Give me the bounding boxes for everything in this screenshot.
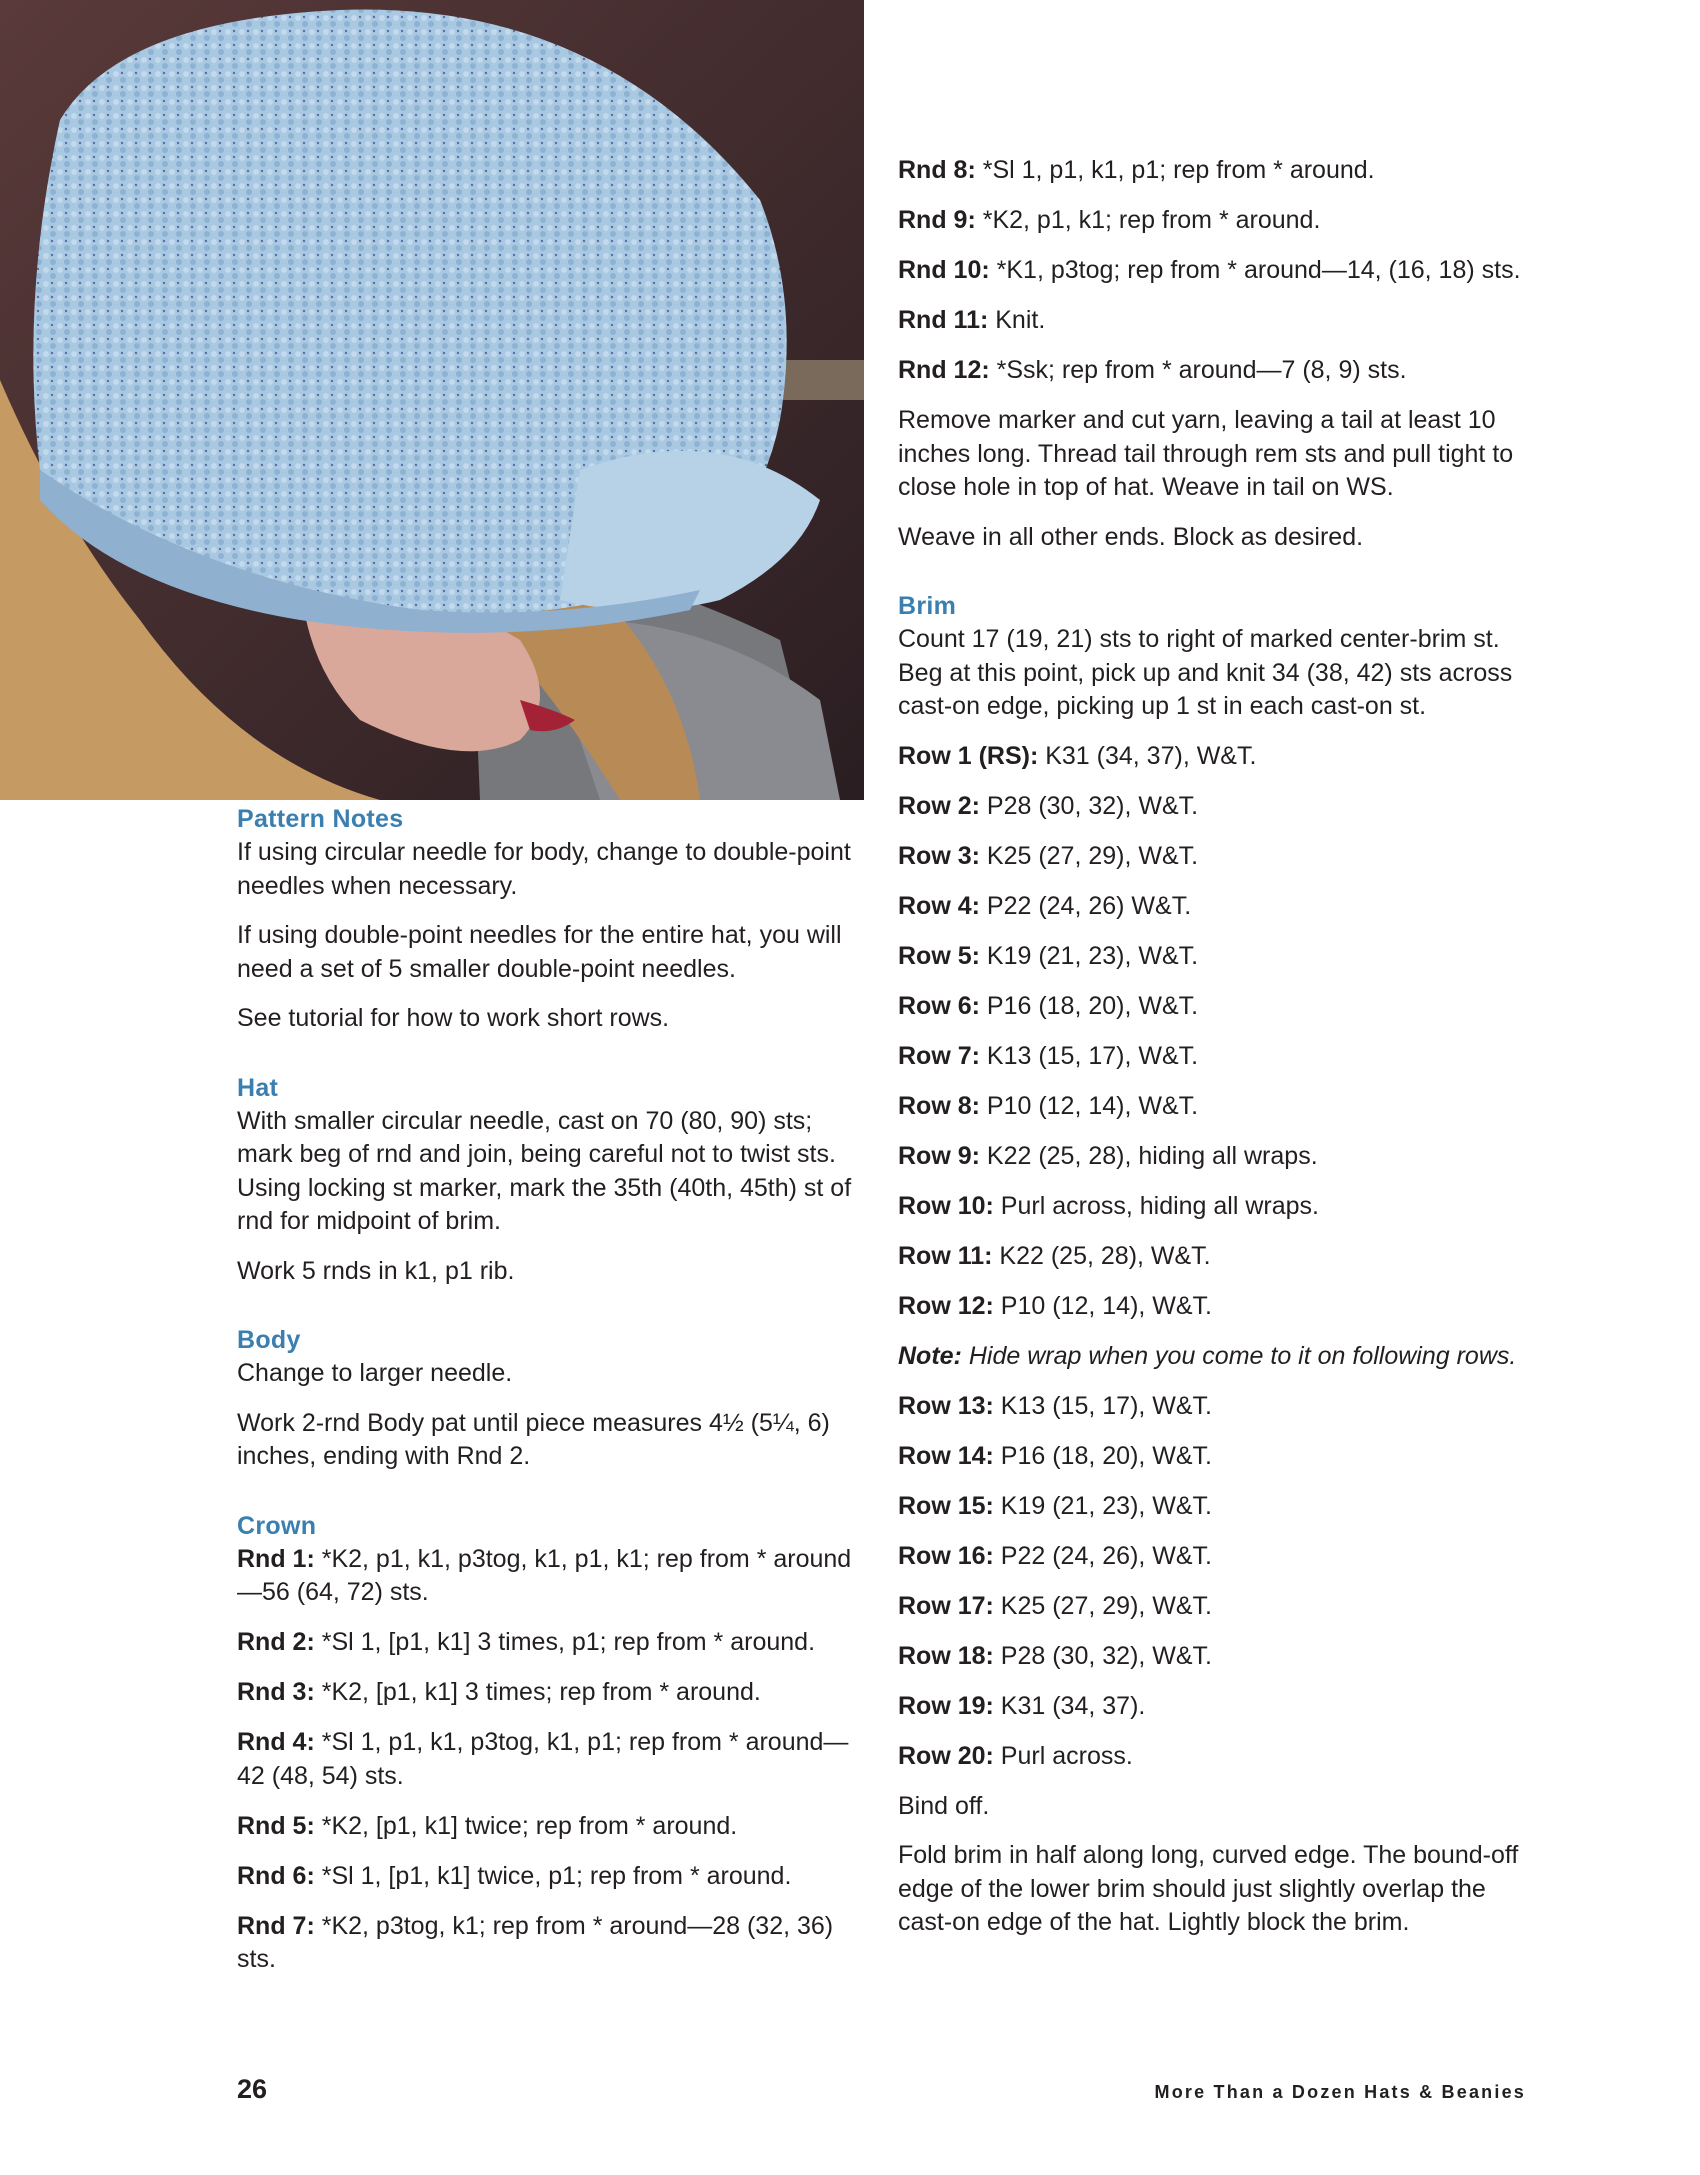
crown-step bbox=[237, 1860, 857, 1894]
step-label: Rnd 12: bbox=[898, 356, 990, 384]
step-label: Rnd 6: bbox=[237, 1861, 315, 1890]
brim-row bbox=[898, 1090, 1538, 1124]
finish-paragraph: Remove marker and cut yarn, leaving a tail at least 10 inches long. Thread tail through rem sts and pull tight to close hole in top of hat. Weave in tail on WS. bbox=[898, 406, 1514, 501]
row-label: Row 4: bbox=[898, 891, 980, 920]
row-label: Row 6: bbox=[898, 991, 980, 1020]
row-label: Row 14: bbox=[898, 1441, 994, 1470]
brim-heading: Brim bbox=[898, 592, 957, 620]
crown-heading: Crown bbox=[237, 1511, 317, 1540]
row-label: Row 19: bbox=[898, 1691, 994, 1720]
body-paragraph: Work 2-rnd Body pat until piece measures 4½ (5¼, 6) inches, ending with Rnd 2. bbox=[237, 1408, 830, 1470]
book-title: More Than a Dozen Hats & Beanies bbox=[1154, 2082, 1526, 2102]
hat-paragraph: Work 5 rnds in k1, p1 rib. bbox=[237, 1256, 515, 1285]
page-number: 26 bbox=[237, 2074, 268, 2104]
step-label: Rnd 5: bbox=[237, 1811, 315, 1840]
step-label: Rnd 3: bbox=[237, 1678, 315, 1706]
right-column bbox=[898, 154, 1538, 1956]
row-text: K22 (25, 28), W&T. bbox=[992, 1241, 1211, 1270]
hat-photo bbox=[0, 0, 864, 800]
row-label: Row 3: bbox=[898, 841, 980, 870]
row-text: K19 (21, 23), W&T. bbox=[979, 941, 1199, 970]
row-label: Row 7: bbox=[898, 1041, 980, 1070]
step-label: Rnd 2: bbox=[237, 1628, 315, 1656]
step-text: *K2, p1, k1, p3tog, k1, p1, k1; rep from * around—56 (64, 72) sts. bbox=[237, 1544, 852, 1606]
row-label: Row 2: bbox=[898, 791, 980, 820]
row-text: P10 (12, 14), W&T. bbox=[979, 1091, 1199, 1120]
step-label: Rnd 9: bbox=[898, 206, 976, 234]
brim-row bbox=[898, 1490, 1538, 1524]
finish-paragraph: Weave in all other ends. Block as desired. bbox=[898, 522, 1364, 551]
step-text: *K1, p3tog; rep from * around—14, (16, 18) sts. bbox=[989, 256, 1521, 284]
row-text: P22 (24, 26) W&T. bbox=[979, 891, 1192, 920]
row-label: Row 11: bbox=[898, 1241, 993, 1270]
row-label: Row 13: bbox=[898, 1391, 994, 1420]
brim-note bbox=[898, 1340, 1538, 1374]
row-text: P22 (24, 26), W&T. bbox=[993, 1541, 1212, 1570]
row-label: Row 1 (RS): bbox=[898, 741, 1039, 770]
row-text: K22 (25, 28), hiding all wraps. bbox=[979, 1141, 1318, 1170]
row-text: Purl across. bbox=[993, 1741, 1133, 1770]
brim-row bbox=[898, 1190, 1538, 1224]
body-paragraph: Change to larger needle. bbox=[237, 1359, 513, 1387]
row-text: P16 (18, 20), W&T. bbox=[979, 991, 1199, 1020]
crown-step bbox=[237, 1910, 857, 1977]
note-text: Hide wrap when you come to it on following rows. bbox=[961, 1341, 1517, 1370]
bind-off-text: Bind off. bbox=[898, 1791, 990, 1820]
pattern-notes-paragraph: See tutorial for how to work short rows. bbox=[237, 1004, 670, 1032]
brim-row bbox=[898, 1140, 1538, 1174]
brim-row bbox=[898, 1590, 1538, 1624]
step-text: *Sl 1, p1, k1, p3tog, k1, p1; rep from * around—42 (48, 54) sts. bbox=[237, 1728, 849, 1790]
row-text: Purl across, hiding all wraps. bbox=[993, 1191, 1319, 1220]
crown-step bbox=[237, 1810, 857, 1844]
row-text: P10 (12, 14), W&T. bbox=[993, 1291, 1212, 1320]
step-text: *K2, [p1, k1] 3 times; rep from * around. bbox=[314, 1678, 761, 1706]
brim-row bbox=[898, 1640, 1538, 1674]
crown-step bbox=[898, 304, 1538, 338]
row-label: Row 9: bbox=[898, 1141, 980, 1170]
row-label: Row 20: bbox=[898, 1741, 994, 1770]
crown-step bbox=[237, 1543, 857, 1610]
fold-paragraph: Fold brim in half along long, curved edge. The bound-off edge of the lower brim should just slightly overlap the cast-on edge of the hat. Lightly block the brim. bbox=[898, 1841, 1519, 1936]
crown-steps bbox=[237, 1543, 857, 1977]
row-label: Row 16: bbox=[898, 1541, 994, 1570]
brim-row bbox=[898, 890, 1538, 924]
row-text: K25 (27, 29), W&T. bbox=[979, 841, 1199, 870]
brim-row bbox=[898, 1690, 1538, 1724]
crown-step bbox=[237, 1676, 857, 1710]
brim-rows bbox=[898, 740, 1538, 1774]
row-text: P28 (30, 32), W&T. bbox=[993, 1641, 1212, 1670]
row-text: K25 (27, 29), W&T. bbox=[993, 1591, 1212, 1620]
body-heading: Body bbox=[237, 1326, 301, 1354]
row-label: Row 12: bbox=[898, 1291, 994, 1320]
row-label: Row 5: bbox=[898, 941, 980, 970]
step-text: *K2, [p1, k1] twice; rep from * around. bbox=[314, 1811, 738, 1840]
crown-step bbox=[237, 1626, 857, 1660]
row-text: K31 (34, 37), W&T. bbox=[1038, 741, 1257, 770]
hat-paragraph: With smaller circular needle, cast on 70 (80, 90) sts; mark beg of rnd and join, being careful not to twist sts. Using locking st marker, mark the 35th (40th, 45th) st of rnd for midpoint of brim. bbox=[237, 1106, 852, 1235]
row-label: Row 15: bbox=[898, 1491, 994, 1520]
row-text: P28 (30, 32), W&T. bbox=[979, 791, 1199, 820]
row-text: K13 (15, 17), W&T. bbox=[993, 1391, 1212, 1420]
brim-row bbox=[898, 1740, 1538, 1774]
pattern-notes-heading: Pattern Notes bbox=[237, 805, 404, 833]
brim-row bbox=[898, 1540, 1538, 1574]
step-label: Rnd 4: bbox=[237, 1728, 315, 1756]
brim-row bbox=[898, 840, 1538, 874]
row-label: Row 10: bbox=[898, 1191, 994, 1220]
row-text: K19 (21, 23), W&T. bbox=[993, 1491, 1212, 1520]
pattern-notes-paragraph: If using double-point needles for the entire hat, you will need a set of 5 smaller double-point needles. bbox=[237, 921, 842, 983]
step-label: Rnd 8: bbox=[898, 156, 976, 184]
row-label: Row 18: bbox=[898, 1641, 994, 1670]
crown-step bbox=[898, 204, 1538, 238]
crown-step bbox=[898, 354, 1538, 388]
brim-row bbox=[898, 790, 1538, 824]
step-label: Rnd 11: bbox=[898, 306, 989, 334]
brim-row bbox=[898, 1390, 1538, 1424]
step-text: *K2, p1, k1; rep from * around. bbox=[975, 206, 1321, 234]
row-label: Row 8: bbox=[898, 1091, 980, 1120]
step-text: *K2, p3tog, k1; rep from * around—28 (32, 36) sts. bbox=[237, 1911, 834, 1973]
step-label: Rnd 7: bbox=[237, 1911, 315, 1940]
knitted-hat-photo-icon bbox=[0, 0, 864, 800]
row-label: Row 17: bbox=[898, 1591, 994, 1620]
step-label: Rnd 10: bbox=[898, 256, 990, 284]
step-text: *Sl 1, [p1, k1] twice, p1; rep from * around. bbox=[314, 1861, 792, 1890]
hat-heading: Hat bbox=[237, 1073, 279, 1102]
pattern-notes-paragraph: If using circular needle for body, change to double-point needles when necessary. bbox=[237, 838, 851, 900]
left-column bbox=[237, 803, 857, 1993]
row-text: P16 (18, 20), W&T. bbox=[993, 1441, 1212, 1470]
row-text: K13 (15, 17), W&T. bbox=[979, 1041, 1199, 1070]
step-text: *Ssk; rep from * around—7 (8, 9) sts. bbox=[989, 356, 1407, 384]
brim-row bbox=[898, 940, 1538, 974]
row-text: K31 (34, 37). bbox=[993, 1691, 1146, 1720]
brim-row bbox=[898, 990, 1538, 1024]
brim-row bbox=[898, 1290, 1538, 1324]
step-label: Rnd 1: bbox=[237, 1544, 315, 1573]
step-text: Knit. bbox=[988, 306, 1046, 334]
brim-row bbox=[898, 1440, 1538, 1474]
crown-step bbox=[898, 154, 1538, 188]
step-text: *Sl 1, p1, k1, p1; rep from * around. bbox=[975, 156, 1375, 184]
brim-intro: Count 17 (19, 21) sts to right of marked center-brim st. Beg at this point, pick up and knit 34 (38, 42) sts across cast-on edge, picking up 1 st in each cast-on st. bbox=[898, 625, 1513, 720]
note-label: Note: bbox=[898, 1341, 962, 1370]
crown-step bbox=[898, 254, 1538, 288]
brim-row bbox=[898, 1040, 1538, 1074]
brim-row bbox=[898, 1240, 1538, 1274]
crown-step bbox=[237, 1726, 857, 1793]
step-text: *Sl 1, [p1, k1] 3 times, p1; rep from * around. bbox=[314, 1628, 816, 1656]
brim-row bbox=[898, 740, 1538, 774]
